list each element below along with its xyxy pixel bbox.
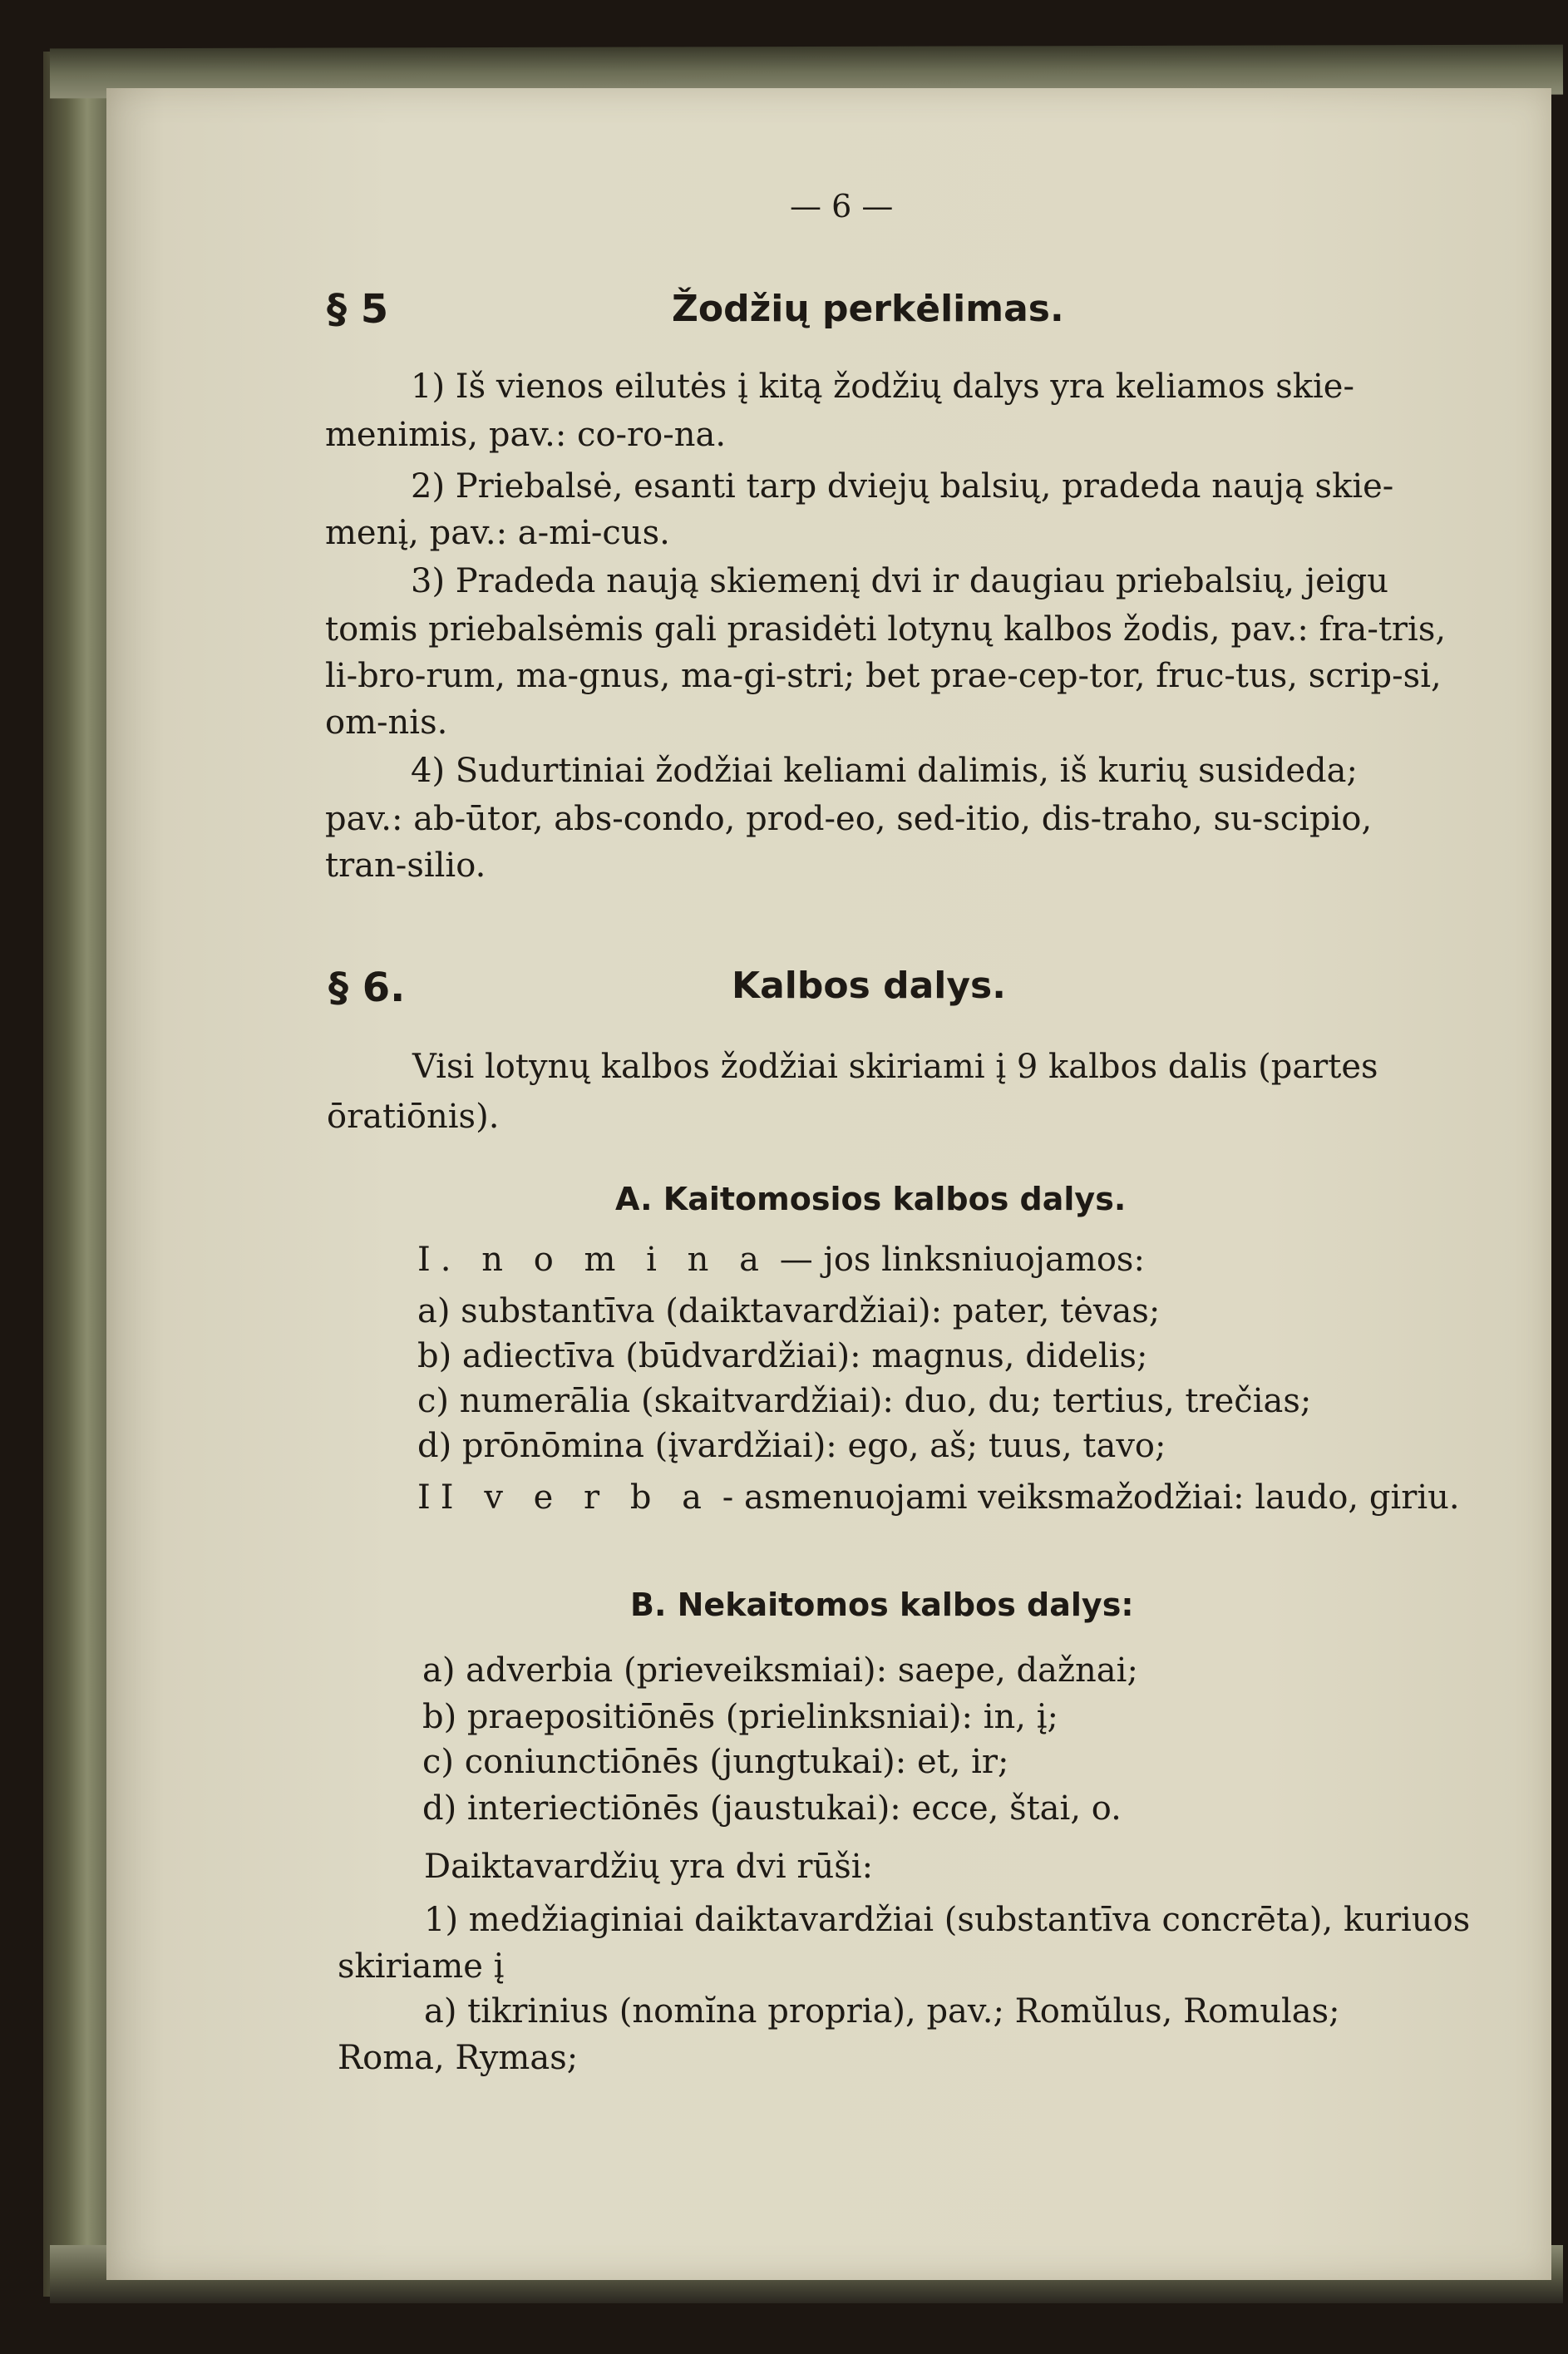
section-6-sign: § 6.	[328, 965, 406, 1011]
nomina-item: a) substantīva (daiktavardžiai): pater, tėvas;	[417, 1292, 1161, 1330]
b-item: a) adverbia (prieveiksmiai): saepe, dažnai;	[422, 1651, 1138, 1690]
rule-1-line-1: 1) Iš vienos eilutės į kitą žodžių dalys yra keliamos skie-	[411, 368, 1354, 406]
nomina-item: d) prōnōmina (įvardžiai): ego, aš; tuus, tavo;	[417, 1427, 1166, 1465]
section-5-sign: § 5	[327, 286, 389, 333]
rule-3-line-4: om-nis.	[325, 703, 448, 742]
b-item: b) praepositiōnēs (prielinksniai): in, į;	[422, 1698, 1058, 1736]
section-6-title: Kalbos dalys.	[732, 965, 1006, 1007]
concrete-line-2: skiriame į	[338, 1947, 505, 1986]
intro-line-2: ōratiōnis).	[327, 1098, 500, 1136]
proper-line-1: a) tikrinius (nomĭna propria), pav.; Romŭlus, Romulas;	[424, 1992, 1340, 2031]
proper-line-2: Roma, Rymas;	[338, 2039, 579, 2077]
concrete-line-1: 1) medžiaginiai daiktavardžiai (substantīva concrēta), kuriuos	[424, 1901, 1471, 1939]
subsection-a-heading: A. Kaitomosios kalbos dalys.	[615, 1181, 1127, 1217]
b-item: d) interiectiōnēs (jaustukai): ecce, štai, o.	[422, 1789, 1122, 1828]
nomina-item: b) adiectīva (būdvardžiai): magnus, didelis;	[417, 1337, 1148, 1375]
b-item: c) coniunctiōnēs (jungtukai): et, ir;	[422, 1743, 1009, 1781]
nomina-line	[417, 1236, 1145, 1284]
rule-2-line-1: 2) Priebalsė, esanti tarp dviejų balsių, pradeda naują skie-	[411, 467, 1394, 506]
rule-3-line-1: 3) Pradeda naują skiemenį dvi ir daugiau priebalsių, jeigu	[411, 562, 1388, 600]
verba-description: - asmenuojami veiksmažodžiai: laudo, giriu.	[712, 1478, 1460, 1517]
section-5-title: Žodžių perkėlimas.	[672, 288, 1064, 330]
rule-1-line-2: menimis, pav.: co-ro-na.	[325, 416, 727, 454]
rule-4-line-3: tran-silio.	[325, 846, 486, 885]
nomina-item: c) numerālia (skaitvardžiai): duo, du; tertius, trečias;	[417, 1382, 1312, 1420]
rule-3-line-3: li-bro-rum, ma-gnus, ma-gi-stri; bet prae-cep-tor, fruc-tus, scrip-si,	[325, 657, 1442, 695]
subsection-b-heading: B. Nekaitomos kalbos dalys:	[630, 1587, 1134, 1623]
verba-label: II v e r b a	[417, 1478, 713, 1517]
nomina-label: I. n o m i n a	[417, 1241, 769, 1279]
nomina-description: — jos linksniuojamos:	[768, 1241, 1145, 1279]
intro-line-1: Visi lotynų kalbos žodžiai skiriami į 9 kalbos dalis (partes	[412, 1048, 1378, 1086]
page-number: — 6 —	[790, 188, 894, 225]
verba-line	[417, 1473, 1460, 1522]
noun-types-line: Daiktavardžių yra dvi rūši:	[424, 1848, 874, 1886]
rule-4-line-2: pav.: ab-ūtor, abs-condo, prod-eo, sed-itio, dis-traho, su-scipio,	[325, 800, 1373, 838]
rule-2-line-2: menį, pav.: a-mi-cus.	[325, 514, 670, 552]
rule-3-line-2: tomis priebalsėmis gali prasidėti lotynų kalbos žodis, pav.: fra-tris,	[325, 610, 1447, 649]
rule-4-line-1: 4) Sudurtiniai žodžiai keliami dalimis, iš kurių susideda;	[411, 752, 1358, 790]
